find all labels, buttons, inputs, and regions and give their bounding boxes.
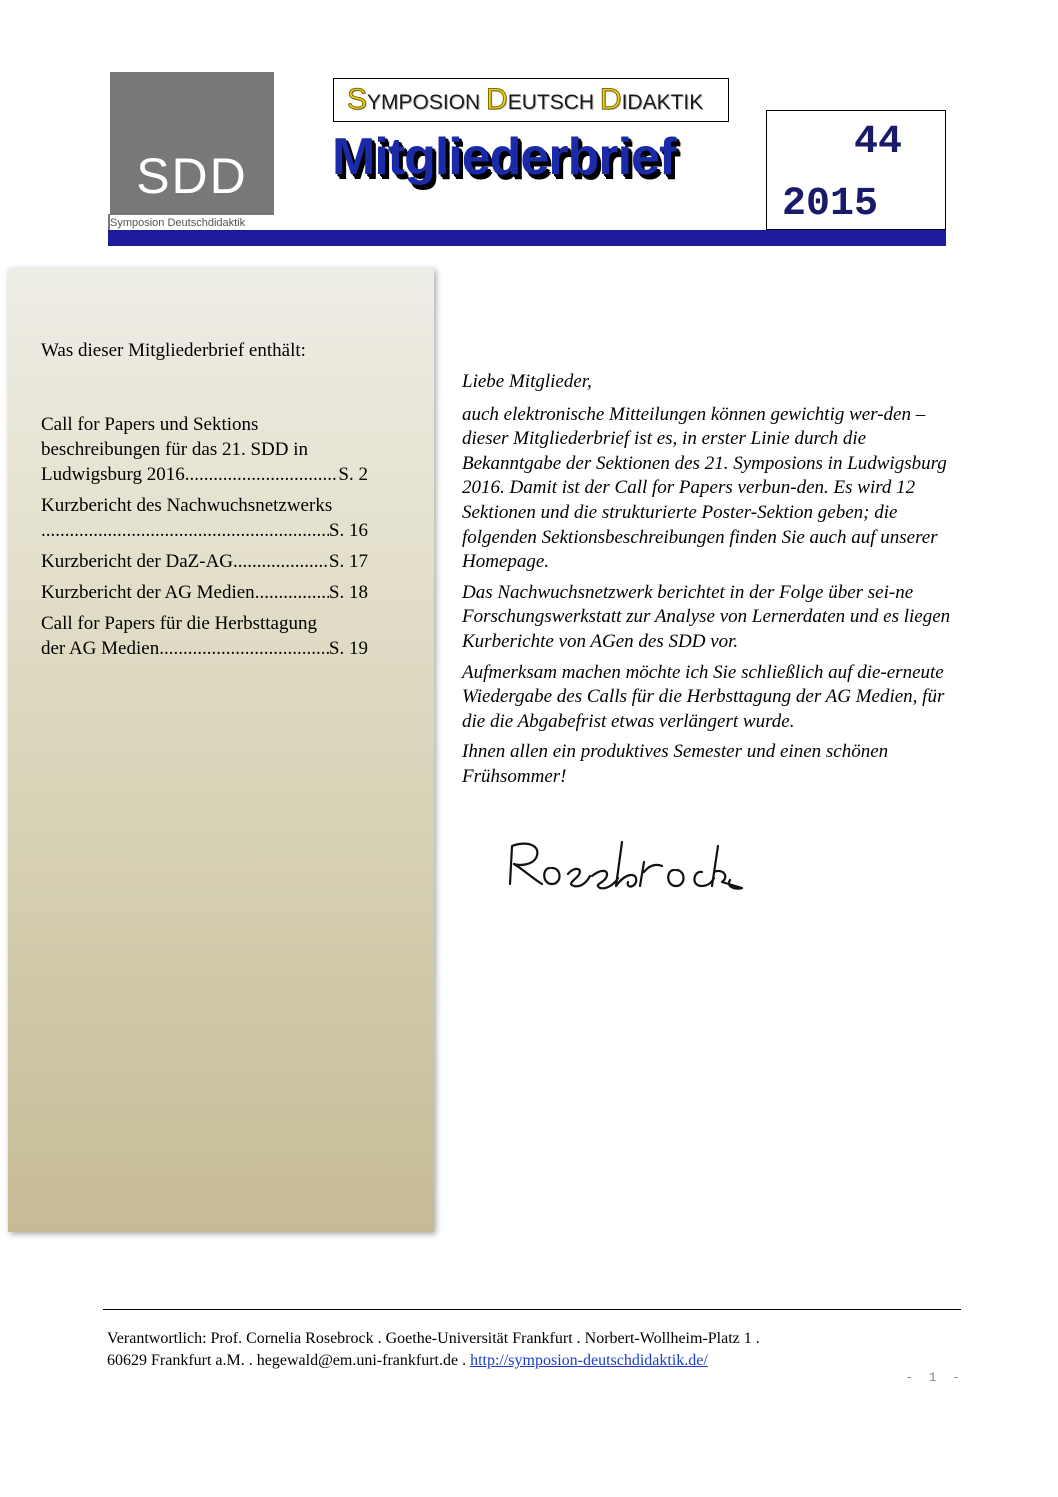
- toc-item-line: Call for Papers für die Herbsttagung: [41, 613, 317, 634]
- toc-leader: [185, 462, 339, 487]
- toc-item-line: Call for Papers und Sektions: [41, 414, 259, 435]
- signature: [498, 832, 758, 902]
- toc-item[interactable]: [41, 549, 368, 574]
- toc-page: S. 2: [338, 464, 368, 485]
- letter-paragraph: auch elektronische Mitteilungen können gewichtig wer-den – dieser Mitgliederbrief ist es, in erster Linie durch die Bekanntgabe der Sektionen des 21. Symposions in Ludwigsburg 2016. Damit ist der Call for Papers verbun-den. Es wird 12 Sektionen und die strukturierte Poster-Sektion geben; die folgenden Sektionsbeschreibungen finden Sie auch auf unserer Homepage.: [462, 403, 947, 573]
- footer-rule: [103, 1309, 961, 1310]
- toc-item[interactable]: [41, 580, 368, 605]
- toc-item[interactable]: [41, 412, 368, 487]
- editorial-letter: [462, 370, 962, 796]
- website-link[interactable]: http://symposion-deutschdidaktik.de/: [470, 1352, 708, 1369]
- symposion-word: YMPOSION: [367, 91, 487, 114]
- symposion-initial: D: [486, 83, 508, 116]
- toc-item-title: Kurzbericht der AG Medien: [41, 582, 255, 603]
- footer-line: Verantwortlich: Prof. Cornelia Rosebrock . Goethe-Universität Frankfurt . Norbert-Wollheim-Platz 1 .: [107, 1330, 760, 1347]
- toc-leader: [41, 518, 329, 543]
- letter-paragraph: Ihnen allen ein produktives Semester und einen schönen Frühsommer!: [462, 741, 889, 787]
- newsletter-title: Mitgliederbrief: [332, 128, 676, 186]
- toc-item-title: der AG Medien: [41, 638, 160, 659]
- footer: [107, 1328, 967, 1372]
- letter-paragraph: Aufmerksam machen möchte ich Sie schließlich auf die-erneute Wiedergabe des Calls für die Herbsttagung der AG Medien, für die die Abgabefrist etwas verlängert wurde.: [462, 661, 945, 732]
- header-bar: [108, 230, 946, 246]
- letter-greeting: Liebe Mitglieder,: [462, 371, 592, 392]
- toc-heading: Was dieser Mitgliederbrief enthält:: [41, 340, 306, 361]
- logo-abbreviation: SDD: [136, 148, 248, 204]
- toc-leader: [255, 580, 329, 605]
- footer-line: [107, 1350, 967, 1372]
- symposion-banner: [347, 83, 727, 117]
- toc-page: S. 16: [328, 520, 368, 541]
- letter-paragraph: Das Nachwuchsnetzwerk berichtet in der Folge über sei-ne Forschungswerkstatt zur Analyse von Lernerdaten und es liegen Kurberichte von AGen des SDD vor.: [462, 581, 951, 652]
- toc-item-title: Kurzbericht der DaZ-AG: [41, 551, 234, 572]
- toc-page: S. 18: [328, 582, 368, 603]
- footer-address: 60629 Frankfurt a.M. . hegewald@em.uni-frankfurt.de .: [107, 1352, 471, 1369]
- page-number: - 1 -: [905, 1370, 960, 1385]
- toc-page: S. 17: [328, 551, 368, 572]
- toc-leader: [159, 636, 329, 661]
- toc-item-line: Kurzbericht des Nachwuchsnetzwerks: [41, 495, 333, 516]
- issue-number: 44: [853, 120, 902, 165]
- toc-leader: [233, 549, 329, 574]
- issue-year: 2015: [782, 182, 879, 227]
- toc-item[interactable]: [41, 611, 368, 661]
- symposion-initial: S: [347, 83, 368, 116]
- symposion-word: EUTSCH: [507, 91, 600, 114]
- toc-page: S. 19: [328, 638, 368, 659]
- toc-item-line: beschreibungen für das 21. SDD in: [41, 439, 309, 460]
- logo-subtitle: Symposion Deutschdidaktik: [110, 217, 246, 229]
- symposion-word: IDAKTIK: [621, 91, 704, 114]
- symposion-initial: D: [599, 83, 622, 116]
- toc-item-title: Ludwigsburg 2016: [41, 464, 185, 485]
- toc-item[interactable]: [41, 493, 368, 543]
